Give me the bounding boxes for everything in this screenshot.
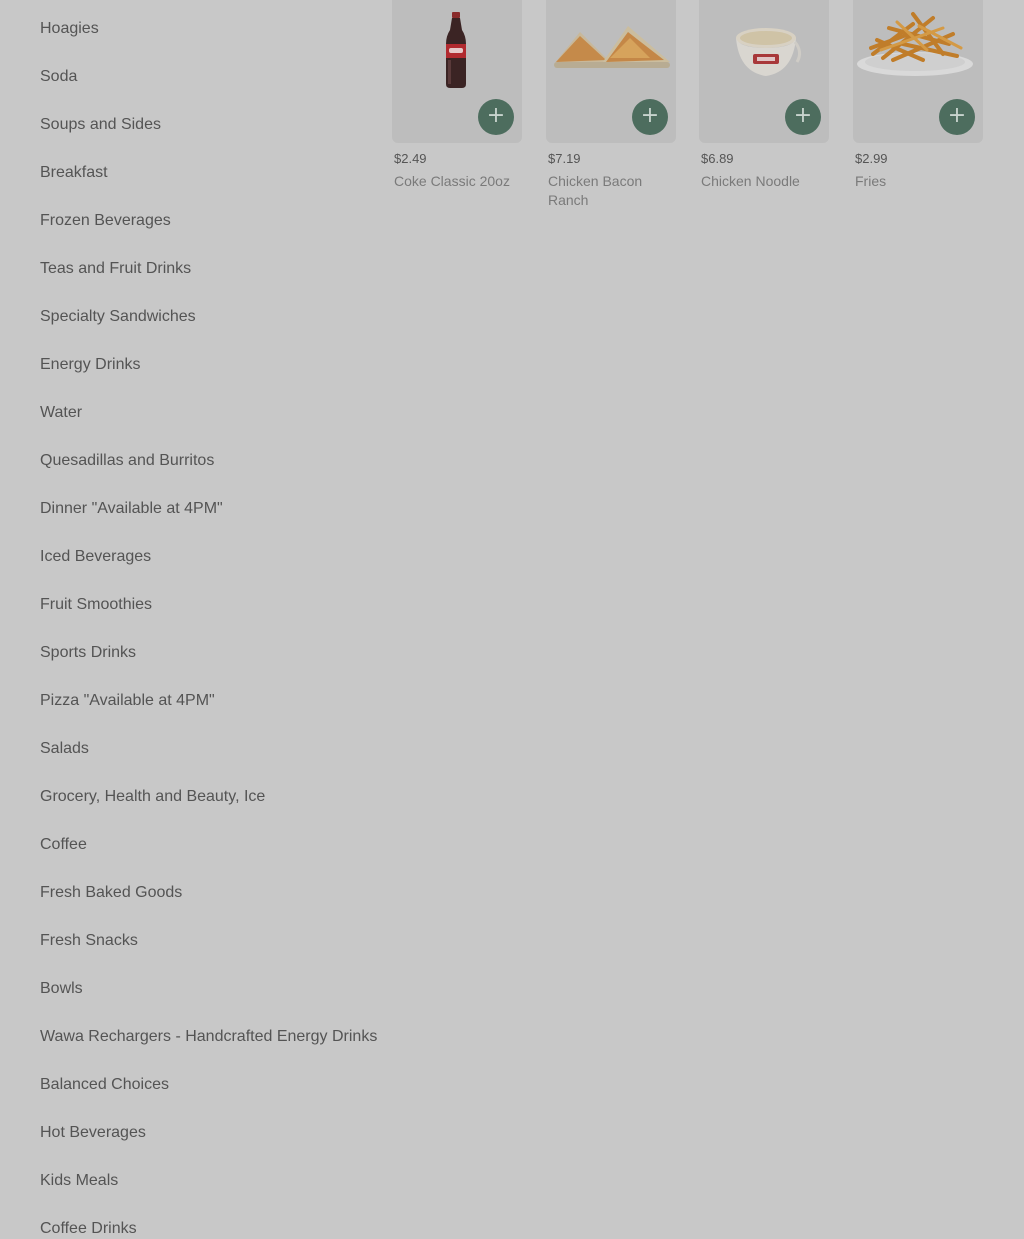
product-name[interactable]: Coke Classic 20oz: [394, 173, 510, 189]
product-image[interactable]: [546, 0, 676, 143]
fries-image: [853, 4, 977, 78]
product-image[interactable]: [392, 0, 522, 143]
category-quesadillas-burritos[interactable]: Quesadillas and Burritos: [40, 452, 215, 469]
category-teas-fruit-drinks[interactable]: Teas and Fruit Drinks: [40, 260, 192, 277]
product-price: $7.19: [548, 151, 581, 166]
category-coffee[interactable]: Coffee: [40, 836, 87, 853]
product-grid: [0, 0, 1024, 240]
category-fresh-snacks[interactable]: Fresh Snacks: [40, 932, 138, 949]
category-iced-beverages[interactable]: Iced Beverages: [40, 548, 152, 565]
product-card[interactable]: [853, 0, 983, 191]
product-price: $2.99: [855, 151, 888, 166]
product-card[interactable]: [392, 0, 522, 191]
category-specialty-sandwiches[interactable]: Specialty Sandwiches: [40, 308, 196, 325]
add-to-cart-button[interactable]: +: [785, 99, 821, 135]
category-soda[interactable]: Soda: [40, 68, 78, 85]
product-image[interactable]: [699, 0, 829, 143]
product-price: $6.89: [701, 151, 734, 166]
category-soups-sides[interactable]: Soups and Sides: [40, 116, 161, 133]
product-card[interactable]: [546, 0, 676, 210]
category-pizza[interactable]: Pizza "Available at 4PM": [40, 692, 215, 709]
soda-bottle-image: [436, 10, 476, 92]
category-breakfast[interactable]: Breakfast: [40, 164, 108, 181]
product-name[interactable]: Chicken Bacon Ranch: [548, 173, 643, 208]
product-price: $2.49: [394, 151, 427, 166]
product-card[interactable]: [699, 0, 829, 191]
category-hoagies[interactable]: Hoagies: [40, 20, 99, 37]
category-dinner[interactable]: Dinner "Available at 4PM": [40, 500, 223, 517]
category-fruit-smoothies[interactable]: Fruit Smoothies: [40, 596, 153, 613]
product-name[interactable]: Fries: [855, 173, 887, 189]
category-coffee-drinks[interactable]: Coffee Drinks: [40, 1220, 137, 1237]
category-balanced-choices[interactable]: Balanced Choices: [40, 1076, 169, 1093]
product-name[interactable]: Chicken Noodle: [701, 173, 800, 189]
category-frozen-beverages[interactable]: Frozen Beverages: [40, 212, 171, 229]
soup-cup-image: [733, 22, 803, 82]
category-fresh-baked-goods[interactable]: Fresh Baked Goods: [40, 884, 183, 901]
category-wawa-rechargers[interactable]: Wawa Rechargers - Handcrafted Energy Drinks: [40, 1028, 378, 1045]
product-image[interactable]: [853, 0, 983, 143]
add-to-cart-button[interactable]: +: [632, 99, 668, 135]
category-grocery[interactable]: Grocery, Health and Beauty, Ice: [40, 788, 266, 805]
add-to-cart-button[interactable]: +: [939, 99, 975, 135]
category-energy-drinks[interactable]: Energy Drinks: [40, 356, 141, 373]
add-to-cart-button[interactable]: +: [478, 99, 514, 135]
category-sports-drinks[interactable]: Sports Drinks: [40, 644, 137, 661]
category-water[interactable]: Water: [40, 404, 83, 421]
category-hot-beverages[interactable]: Hot Beverages: [40, 1124, 146, 1141]
category-kids-meals[interactable]: Kids Meals: [40, 1172, 119, 1189]
quesadilla-image: [550, 18, 674, 78]
category-salads[interactable]: Salads: [40, 740, 89, 757]
category-bowls[interactable]: Bowls: [40, 980, 83, 997]
